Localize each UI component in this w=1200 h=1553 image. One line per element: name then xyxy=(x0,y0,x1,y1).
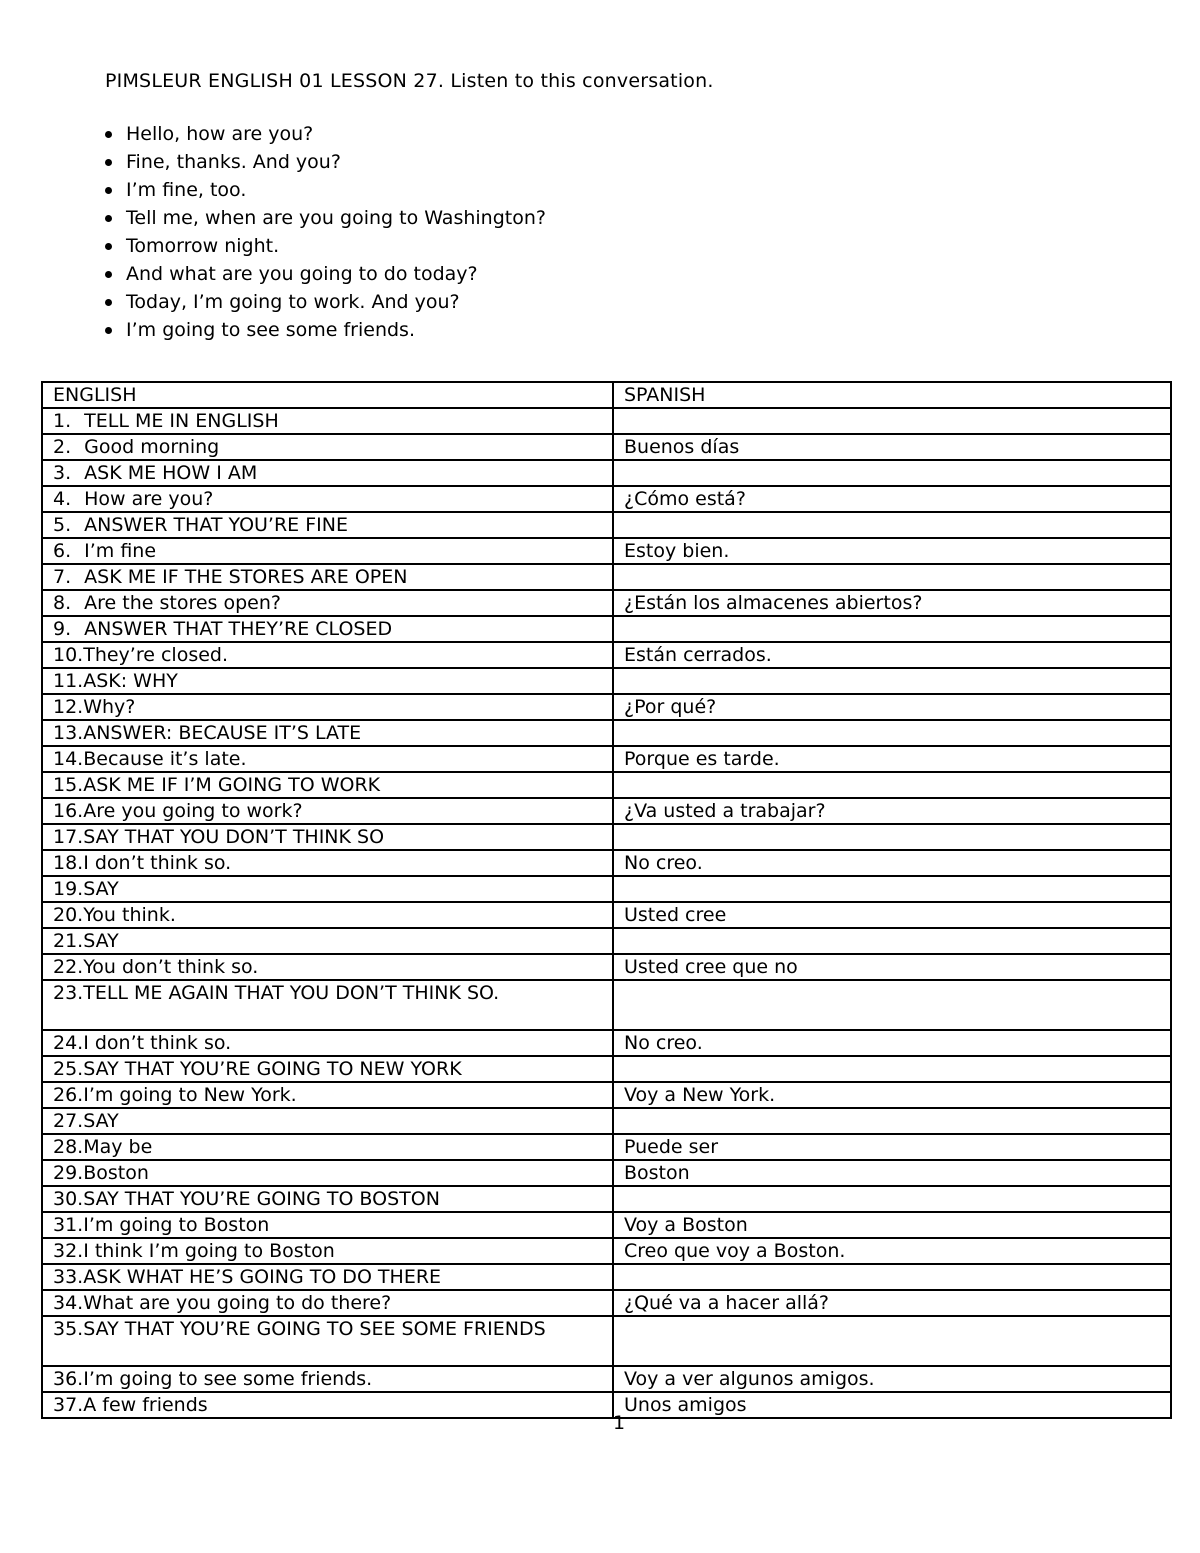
table-row xyxy=(42,1238,1171,1264)
spanish-cell xyxy=(613,668,1171,694)
english-text: May be xyxy=(83,1136,153,1158)
english-cell xyxy=(42,1366,613,1392)
spanish-cell: Creo que voy a Boston. xyxy=(613,1238,1171,1264)
table-row xyxy=(42,538,1171,564)
bullet-icon xyxy=(105,299,112,306)
table-row xyxy=(42,928,1171,954)
english-text: SAY THAT YOU’RE GOING TO NEW YORK xyxy=(83,1058,462,1080)
english-cell xyxy=(42,486,613,512)
list-item: I’m going to see some friends. xyxy=(105,316,546,344)
table-row xyxy=(42,850,1171,876)
english-cell xyxy=(42,1238,613,1264)
english-text: ANSWER: BECAUSE IT’S LATE xyxy=(83,722,362,744)
english-text: Good morning xyxy=(84,436,220,458)
english-text: SAY xyxy=(83,878,119,900)
english-cell xyxy=(42,1030,613,1056)
english-cell xyxy=(42,772,613,798)
english-cell xyxy=(42,928,613,954)
spanish-cell: No creo. xyxy=(613,1030,1171,1056)
row-number: 13. xyxy=(53,722,84,744)
row-number: 25. xyxy=(53,1058,84,1080)
table-row xyxy=(42,1134,1171,1160)
spanish-cell xyxy=(613,1316,1171,1366)
row-number: 12. xyxy=(53,696,84,718)
table-row xyxy=(42,408,1171,434)
spanish-cell xyxy=(613,564,1171,590)
list-item: And what are you going to do today? xyxy=(105,260,546,288)
list-item: I’m fine, too. xyxy=(105,176,546,204)
table-row xyxy=(42,694,1171,720)
row-number: 21. xyxy=(53,930,84,952)
row-number: 6. xyxy=(53,540,72,562)
bullet-icon xyxy=(105,159,112,166)
spanish-cell: ¿Va usted a trabajar? xyxy=(613,798,1171,824)
spanish-cell: Usted cree que no xyxy=(613,954,1171,980)
english-cell xyxy=(42,1264,613,1290)
row-number: 2. xyxy=(53,436,72,458)
spanish-cell: Están cerrados. xyxy=(613,642,1171,668)
spanish-cell: ¿Cómo está? xyxy=(613,486,1171,512)
header-english: ENGLISH xyxy=(42,382,613,408)
english-text: ASK WHAT HE’S GOING TO DO THERE xyxy=(83,1266,442,1288)
english-cell xyxy=(42,824,613,850)
english-text: I’m fine xyxy=(84,540,157,562)
row-number: 35. xyxy=(53,1318,84,1340)
english-text: I think I’m going to Boston xyxy=(83,1240,335,1262)
table-row xyxy=(42,1082,1171,1108)
spanish-cell: Voy a New York. xyxy=(613,1082,1171,1108)
table-row xyxy=(42,434,1171,460)
english-cell xyxy=(42,850,613,876)
table-row xyxy=(42,1186,1171,1212)
table-row xyxy=(42,1030,1171,1056)
row-number: 28. xyxy=(53,1136,84,1158)
english-cell xyxy=(42,954,613,980)
list-item: Tomorrow night. xyxy=(105,232,546,260)
english-text: SAY THAT YOU DON’T THINK SO xyxy=(83,826,385,848)
english-cell xyxy=(42,616,613,642)
table-row xyxy=(42,1056,1171,1082)
english-cell xyxy=(42,1082,613,1108)
english-cell xyxy=(42,564,613,590)
english-cell xyxy=(42,1160,613,1186)
english-cell xyxy=(42,512,613,538)
english-text: SAY xyxy=(83,930,119,952)
table-row xyxy=(42,876,1171,902)
english-text: I don’t think so. xyxy=(83,852,232,874)
spanish-cell xyxy=(613,980,1171,1030)
list-item: Tell me, when are you going to Washington? xyxy=(105,204,546,232)
spanish-cell: No creo. xyxy=(613,850,1171,876)
row-number: 11. xyxy=(53,670,84,692)
english-cell xyxy=(42,408,613,434)
row-number: 15. xyxy=(53,774,84,796)
english-cell xyxy=(42,980,613,1030)
english-cell xyxy=(42,876,613,902)
english-text: SAY THAT YOU’RE GOING TO BOSTON xyxy=(83,1188,440,1210)
table-row xyxy=(42,772,1171,798)
english-text: Boston xyxy=(83,1162,149,1184)
table-row xyxy=(42,1264,1171,1290)
english-text: Why? xyxy=(83,696,136,718)
english-cell xyxy=(42,1056,613,1082)
spanish-cell xyxy=(613,408,1171,434)
row-number: 20. xyxy=(53,904,84,926)
english-cell xyxy=(42,1290,613,1316)
spanish-cell: Voy a ver algunos amigos. xyxy=(613,1366,1171,1392)
table-row xyxy=(42,642,1171,668)
spanish-cell xyxy=(613,460,1171,486)
english-text: You think. xyxy=(83,904,176,926)
english-text: I’m going to Boston xyxy=(83,1214,270,1236)
english-cell xyxy=(42,590,613,616)
bullet-icon xyxy=(105,327,112,334)
row-number: 5. xyxy=(53,514,72,536)
row-number: 19. xyxy=(53,878,84,900)
bullet-icon xyxy=(105,187,112,194)
table-row xyxy=(42,512,1171,538)
english-text: Because it’s late. xyxy=(83,748,247,770)
bullet-icon xyxy=(105,215,112,222)
row-number: 29. xyxy=(53,1162,84,1184)
spanish-cell: Unos amigos xyxy=(613,1392,1171,1418)
header-spanish: SPANISH xyxy=(613,382,1171,408)
english-text: Are you going to work? xyxy=(83,800,303,822)
spanish-cell: Boston xyxy=(613,1160,1171,1186)
row-number: 17. xyxy=(53,826,84,848)
row-number: 10. xyxy=(53,644,84,666)
spanish-cell xyxy=(613,928,1171,954)
spanish-cell: ¿Por qué? xyxy=(613,694,1171,720)
english-text: You don’t think so. xyxy=(83,956,259,978)
row-number: 16. xyxy=(53,800,84,822)
spanish-cell xyxy=(613,512,1171,538)
row-number: 31. xyxy=(53,1214,84,1236)
row-number: 33. xyxy=(53,1266,84,1288)
list-item: Fine, thanks. And you? xyxy=(105,148,546,176)
table-row xyxy=(42,1316,1171,1366)
english-cell xyxy=(42,1108,613,1134)
bullet-icon xyxy=(105,271,112,278)
bullet-icon xyxy=(105,243,112,250)
english-cell xyxy=(42,746,613,772)
page-title: PIMSLEUR ENGLISH 01 LESSON 27. Listen to this conversation. xyxy=(105,70,714,92)
page-number: 1 xyxy=(612,1412,626,1434)
english-text: They’re closed. xyxy=(83,644,229,666)
english-cell xyxy=(42,434,613,460)
row-number: 9. xyxy=(53,618,72,640)
spanish-cell xyxy=(613,720,1171,746)
english-cell xyxy=(42,460,613,486)
english-text: I’m going to see some friends. xyxy=(83,1368,373,1390)
row-number: 14. xyxy=(53,748,84,770)
english-text: A few friends xyxy=(83,1394,208,1416)
spanish-cell xyxy=(613,1264,1171,1290)
conversation-list xyxy=(105,120,546,344)
row-number: 22. xyxy=(53,956,84,978)
english-cell xyxy=(42,668,613,694)
english-cell xyxy=(42,1212,613,1238)
english-cell xyxy=(42,694,613,720)
table-row xyxy=(42,1108,1171,1134)
row-number: 36. xyxy=(53,1368,84,1390)
table-row xyxy=(42,720,1171,746)
spanish-cell xyxy=(613,1186,1171,1212)
spanish-cell xyxy=(613,876,1171,902)
bullet-icon xyxy=(105,131,112,138)
table-row xyxy=(42,1366,1171,1392)
spanish-cell: ¿Están los almacenes abiertos? xyxy=(613,590,1171,616)
english-text: I’m going to New York. xyxy=(83,1084,297,1106)
row-number: 34. xyxy=(53,1292,84,1314)
english-text: SAY THAT YOU’RE GOING TO SEE SOME FRIENDS xyxy=(83,1318,546,1340)
spanish-cell: Estoy bien. xyxy=(613,538,1171,564)
spanish-cell: Porque es tarde. xyxy=(613,746,1171,772)
english-text: Are the stores open? xyxy=(84,592,281,614)
english-text: How are you? xyxy=(84,488,214,510)
table-row xyxy=(42,980,1171,1030)
table-row xyxy=(42,1160,1171,1186)
row-number: 32. xyxy=(53,1240,84,1262)
row-number: 37. xyxy=(53,1394,84,1416)
table-row xyxy=(42,616,1171,642)
table-row xyxy=(42,564,1171,590)
row-number: 30. xyxy=(53,1188,84,1210)
table-row xyxy=(42,668,1171,694)
table-row xyxy=(42,798,1171,824)
row-number: 27. xyxy=(53,1110,84,1132)
english-text: ANSWER THAT YOU’RE FINE xyxy=(84,514,348,536)
list-item: Today, I’m going to work. And you? xyxy=(105,288,546,316)
spanish-cell: ¿Qué va a hacer allá? xyxy=(613,1290,1171,1316)
row-number: 4. xyxy=(53,488,72,510)
spanish-cell xyxy=(613,1056,1171,1082)
english-cell xyxy=(42,1186,613,1212)
row-number: 7. xyxy=(53,566,72,588)
english-text: ANSWER THAT THEY’RE CLOSED xyxy=(84,618,393,640)
table-row xyxy=(42,954,1171,980)
english-text: ASK ME IF I’M GOING TO WORK xyxy=(83,774,381,796)
row-number: 8. xyxy=(53,592,72,614)
english-cell xyxy=(42,538,613,564)
table-row xyxy=(42,746,1171,772)
spanish-cell xyxy=(613,824,1171,850)
english-text: What are you going to do there? xyxy=(83,1292,392,1314)
spanish-cell: Voy a Boston xyxy=(613,1212,1171,1238)
row-number: 26. xyxy=(53,1084,84,1106)
spanish-cell: Usted cree xyxy=(613,902,1171,928)
row-number: 3. xyxy=(53,462,72,484)
english-text: ASK ME HOW I AM xyxy=(84,462,258,484)
row-number: 18. xyxy=(53,852,84,874)
table-row xyxy=(42,1212,1171,1238)
vocabulary-table xyxy=(41,381,1172,1419)
english-cell xyxy=(42,720,613,746)
english-cell xyxy=(42,798,613,824)
spanish-cell xyxy=(613,772,1171,798)
table-header-row xyxy=(42,382,1171,408)
english-text: I don’t think so. xyxy=(83,1032,232,1054)
row-number: 1. xyxy=(53,410,72,432)
table-row xyxy=(42,486,1171,512)
spanish-cell: Puede ser xyxy=(613,1134,1171,1160)
english-cell xyxy=(42,642,613,668)
table-row xyxy=(42,590,1171,616)
english-text: ASK: WHY xyxy=(83,670,178,692)
english-cell xyxy=(42,1134,613,1160)
spanish-cell xyxy=(613,1108,1171,1134)
table-row xyxy=(42,902,1171,928)
spanish-cell xyxy=(613,616,1171,642)
row-number: 24. xyxy=(53,1032,84,1054)
table-row xyxy=(42,460,1171,486)
table-row xyxy=(42,824,1171,850)
spanish-cell: Buenos días xyxy=(613,434,1171,460)
english-cell xyxy=(42,1316,613,1366)
table-row xyxy=(42,1290,1171,1316)
english-text: TELL ME IN ENGLISH xyxy=(84,410,279,432)
row-number: 23. xyxy=(53,982,84,1004)
english-text: TELL ME AGAIN THAT YOU DON’T THINK SO. xyxy=(83,982,500,1004)
english-text: ASK ME IF THE STORES ARE OPEN xyxy=(84,566,408,588)
list-item: Hello, how are you? xyxy=(105,120,546,148)
english-cell xyxy=(42,902,613,928)
english-text: SAY xyxy=(83,1110,119,1132)
